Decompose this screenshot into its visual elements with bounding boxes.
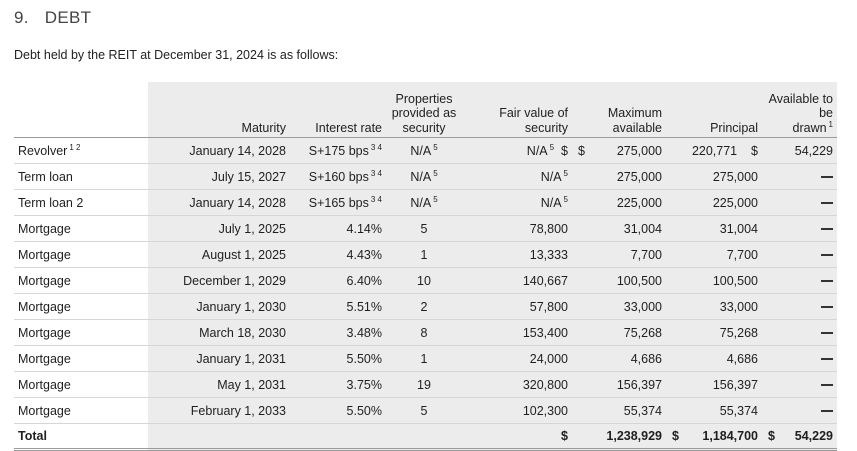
header-fair-value: Fair value of security xyxy=(462,82,572,138)
row-maximum: $ 275,000 xyxy=(572,138,666,164)
row-properties: 10 xyxy=(386,268,462,294)
footnote-marker: 5 xyxy=(433,194,438,204)
row-maturity: August 1, 2025 xyxy=(148,242,290,268)
row-label: Mortgage xyxy=(14,242,148,268)
row-rate: 3.75% xyxy=(290,372,386,398)
row-fair-value: 24,000 xyxy=(462,346,572,372)
table-row xyxy=(14,294,837,320)
header-maturity: Maturity xyxy=(148,82,290,138)
row-fair-value: 153,400 xyxy=(462,320,572,346)
row-rate: 4.43% xyxy=(290,242,386,268)
dash-mark xyxy=(821,384,833,386)
row-available: 54,229 xyxy=(762,138,837,164)
row-rate: S+165 bps $^{3 4}$ xyxy=(290,190,386,216)
row-principal: 33,000 xyxy=(666,294,762,320)
row-available xyxy=(762,268,837,294)
row-fair-value: N/A $^5$ xyxy=(462,164,572,190)
header-blank xyxy=(14,82,148,138)
table-row xyxy=(14,242,837,268)
row-available xyxy=(762,242,837,268)
debt-table xyxy=(14,82,837,451)
row-principal: 7,700 xyxy=(666,242,762,268)
row-rate: S+160 bps $^{3 4}$ xyxy=(290,164,386,190)
row-rate: 5.50% xyxy=(290,346,386,372)
row-available xyxy=(762,190,837,216)
row-maturity: January 1, 2030 xyxy=(148,294,290,320)
row-principal: 225,000 xyxy=(666,190,762,216)
row-available xyxy=(762,164,837,190)
row-label: Mortgage xyxy=(14,346,148,372)
table-row xyxy=(14,346,837,372)
row-principal: 100,500 xyxy=(666,268,762,294)
section-heading xyxy=(14,8,91,28)
header-principal: Principal xyxy=(666,82,762,138)
row-maximum: 225,000 xyxy=(572,190,666,216)
row-fair-value: 102,300 xyxy=(462,398,572,424)
row-properties: 5 xyxy=(386,216,462,242)
header-rate: Interest rate xyxy=(290,82,386,138)
row-label: Mortgage xyxy=(14,398,148,424)
row-maturity: January 14, 2028 xyxy=(148,190,290,216)
row-fair-value: 57,800 xyxy=(462,294,572,320)
footnote-marker: 3 4 xyxy=(370,194,382,204)
row-label: Mortgage xyxy=(14,320,148,346)
row-principal: 275,000 xyxy=(666,164,762,190)
footnote-marker: 3 4 xyxy=(370,142,382,152)
row-maximum: 75,268 xyxy=(572,320,666,346)
dash-mark xyxy=(821,306,833,308)
row-label: Mortgage xyxy=(14,372,148,398)
table-row xyxy=(14,190,837,216)
row-properties: 8 xyxy=(386,320,462,346)
dash-mark xyxy=(821,358,833,360)
row-fair-value: 13,333 xyxy=(462,242,572,268)
row-available xyxy=(762,320,837,346)
table-row xyxy=(14,320,837,346)
row-principal: 31,004 xyxy=(666,216,762,242)
table-row xyxy=(14,372,837,398)
header-available: Available to be drawn $^1$ xyxy=(762,82,837,138)
dash-mark xyxy=(821,410,833,412)
dash-mark xyxy=(821,280,833,282)
table-row xyxy=(14,164,837,190)
row-maximum: 7,700 xyxy=(572,242,666,268)
header-properties: Properties provided as security xyxy=(386,82,462,138)
row-label: Mortgage xyxy=(14,268,148,294)
total-row xyxy=(14,424,837,450)
table-header-row xyxy=(14,82,837,138)
row-maximum: 4,686 xyxy=(572,346,666,372)
row-fair-value: 140,667 xyxy=(462,268,572,294)
row-rate: 5.51% xyxy=(290,294,386,320)
total-label: Total xyxy=(14,424,148,450)
section-title: DEBT xyxy=(44,8,92,27)
row-fair-value: 320,800 xyxy=(462,372,572,398)
dash-mark xyxy=(821,202,833,204)
total-principal: $ 1,184,700 xyxy=(666,424,762,450)
footnote-marker: 1 2 xyxy=(69,142,81,152)
row-maturity: July 15, 2027 xyxy=(148,164,290,190)
row-maturity: March 18, 2030 xyxy=(148,320,290,346)
row-properties: 19 xyxy=(386,372,462,398)
row-properties: N/A $^5$ xyxy=(386,138,462,164)
row-rate: 6.40% xyxy=(290,268,386,294)
row-available xyxy=(762,346,837,372)
row-properties: 5 xyxy=(386,398,462,424)
row-maximum: 33,000 xyxy=(572,294,666,320)
row-label: Term loan 2 xyxy=(14,190,148,216)
row-available xyxy=(762,294,837,320)
row-label: Mortgage xyxy=(14,294,148,320)
row-fair-value: N/A $^5$ $ xyxy=(462,138,572,164)
footnote-marker: 3 4 xyxy=(370,168,382,178)
total-fair-cur: $ xyxy=(462,424,572,450)
row-available xyxy=(762,372,837,398)
table-row xyxy=(14,138,837,164)
row-principal: 55,374 xyxy=(666,398,762,424)
row-principal: 220,771 $ xyxy=(666,138,762,164)
row-maximum: 275,000 xyxy=(572,164,666,190)
footnote-marker: 5 xyxy=(433,168,438,178)
row-principal: 4,686 xyxy=(666,346,762,372)
row-properties: 1 xyxy=(386,346,462,372)
row-maturity: May 1, 2031 xyxy=(148,372,290,398)
row-maturity: February 1, 2033 xyxy=(148,398,290,424)
table-row xyxy=(14,216,837,242)
row-maturity: July 1, 2025 xyxy=(148,216,290,242)
dash-mark xyxy=(821,176,833,178)
footnote-marker: 1 xyxy=(828,119,833,129)
row-maturity: January 1, 2031 xyxy=(148,346,290,372)
header-maximum: Maximum available xyxy=(572,82,666,138)
section-number: 9. xyxy=(14,8,29,27)
row-properties: 1 xyxy=(386,242,462,268)
row-rate: 5.50% xyxy=(290,398,386,424)
footnote-marker: 5 xyxy=(549,142,555,152)
row-maximum: 100,500 xyxy=(572,268,666,294)
row-rate: S+175 bps $^{3 4}$ xyxy=(290,138,386,164)
row-properties: 2 xyxy=(386,294,462,320)
row-fair-value: 78,800 xyxy=(462,216,572,242)
row-fair-value: N/A $^5$ xyxy=(462,190,572,216)
dash-mark xyxy=(821,228,833,230)
row-properties: N/A $^5$ xyxy=(386,190,462,216)
footnote-marker: 5 xyxy=(433,142,438,152)
row-label: Term loan xyxy=(14,164,148,190)
row-label: Revolver $^{1 2}$ xyxy=(14,138,148,164)
intro-text: Debt held by the REIT at December 31, 2024 is as follows: xyxy=(14,48,339,62)
dash-mark xyxy=(821,332,833,334)
row-available xyxy=(762,216,837,242)
footnote-marker: 5 xyxy=(563,194,568,204)
row-properties: N/A $^5$ xyxy=(386,164,462,190)
row-rate: 3.48% xyxy=(290,320,386,346)
row-maximum: 55,374 xyxy=(572,398,666,424)
dash-mark xyxy=(821,254,833,256)
total-maximum: 1,238,929 xyxy=(572,424,666,450)
table-row xyxy=(14,398,837,424)
total-available: $ 54,229 xyxy=(762,424,837,450)
footnote-marker: 5 xyxy=(563,168,568,178)
row-principal: 75,268 xyxy=(666,320,762,346)
table-row xyxy=(14,268,837,294)
row-maturity: January 14, 2028 xyxy=(148,138,290,164)
row-maturity: December 1, 2029 xyxy=(148,268,290,294)
row-maximum: 31,004 xyxy=(572,216,666,242)
row-available xyxy=(762,398,837,424)
row-principal: 156,397 xyxy=(666,372,762,398)
row-maximum: 156,397 xyxy=(572,372,666,398)
row-label: Mortgage xyxy=(14,216,148,242)
row-rate: 4.14% xyxy=(290,216,386,242)
